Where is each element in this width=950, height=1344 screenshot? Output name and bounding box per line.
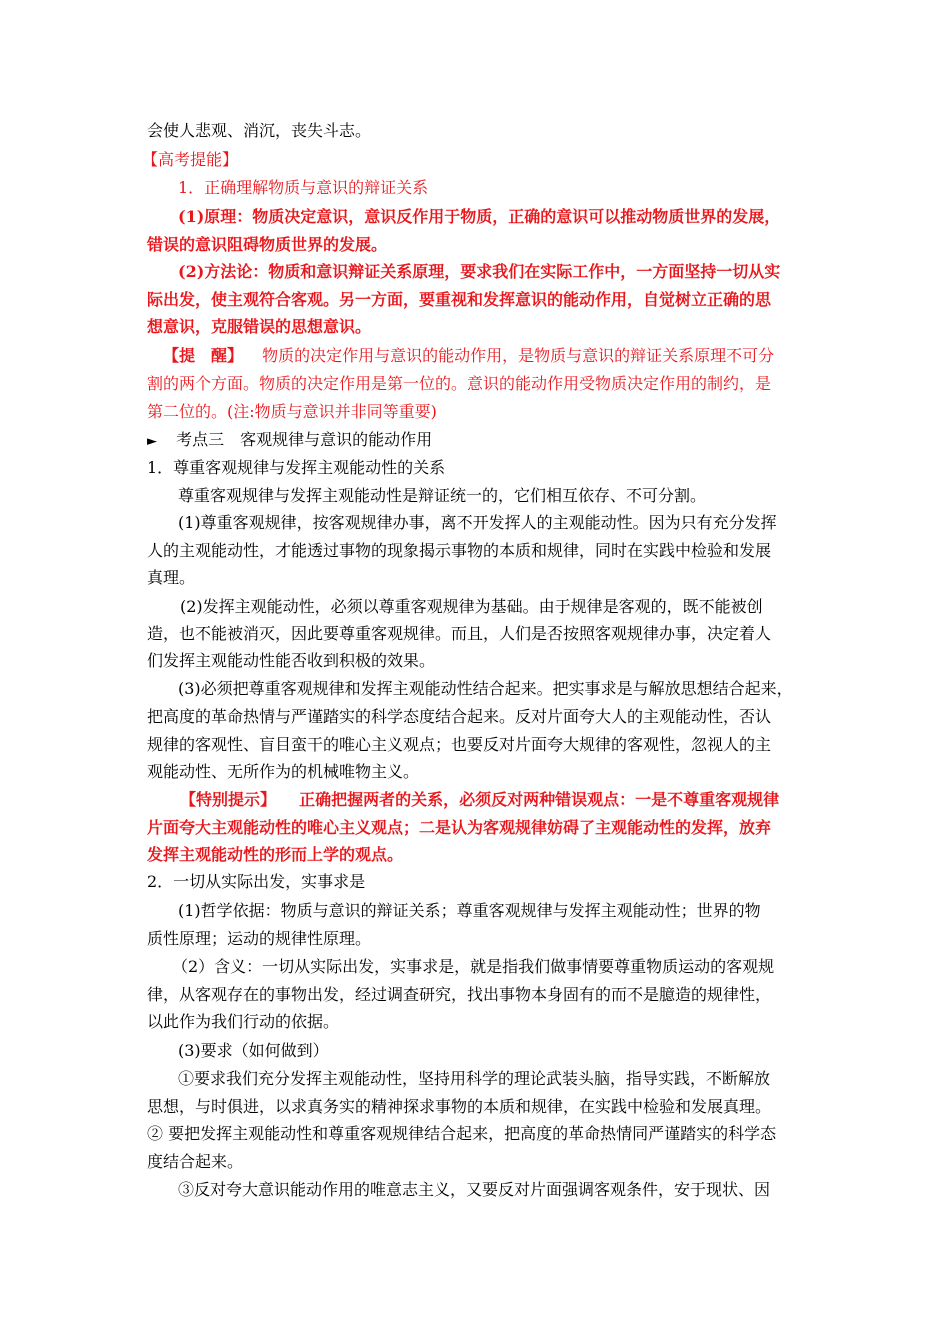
text-run: 度结合起来。 — [147, 1152, 244, 1171]
text-run: 质性原理；运动的规律性原理。 — [147, 929, 372, 948]
section-heading — [0, 150, 950, 170]
text-line — [0, 374, 950, 394]
text-run: 观能动性、无所作为的机械唯物主义。 — [147, 762, 420, 781]
text-line — [0, 541, 950, 561]
subheading — [0, 178, 950, 198]
text-run: 把高度的革命热情与严谨踏实的科学态度结合起来。反对片面夸大人的主观能动性，否认 — [147, 707, 772, 726]
arrow-icon: ► — [147, 434, 157, 449]
text-run: (1)哲学依据：物质与意识的辩证关系；尊重客观规律与发挥主观能动性；世界的物 — [178, 901, 761, 920]
text-line — [0, 1124, 950, 1144]
text-run: (2)方法论：物质和意识辩证关系原理，要求我们在实际工作中，一方面坚持一切从实 — [178, 262, 781, 281]
topic-heading — [0, 430, 950, 450]
text-run: 律，从客观存在的事物出发，经过调查研究，找出事物本身固有的而不是臆造的规律性， — [147, 985, 772, 1004]
text-run: ② 要把发挥主观能动性和尊重客观规律结合起来，把高度的革命热情同严谨踏实的科学态 — [147, 1124, 777, 1143]
text-line — [0, 262, 950, 282]
text-run: 物质的决定作用与意识的能动作用，是物质与意识的辩证关系原理不可分 — [262, 346, 775, 365]
text-run: 第二位的。(注:物质与意识并非同等重要) — [147, 402, 437, 421]
text-line — [0, 207, 950, 227]
text-run: ①要求我们充分发挥主观能动性，坚持用科学的理论武装头脑，指导实践，不断解放 — [178, 1069, 771, 1088]
text-run: 割的两个方面。物质的决定作用是第一位的。意识的能动作用受物质决定作用的制约，是 — [147, 374, 772, 393]
text-run: 以此作为我们行动的依据。 — [147, 1012, 340, 1031]
reminder-label: 【提 醒】 — [163, 346, 244, 365]
reminder-line — [0, 346, 950, 366]
text-line — [0, 929, 950, 949]
text-line — [0, 486, 950, 506]
text-line — [0, 1097, 950, 1117]
tip-line — [0, 790, 950, 810]
text-run: 造，也不能被消灭，因此要尊重客观规律。而且，人们是否按照客观规律办事，决定着人 — [147, 624, 772, 643]
text-run: 想意识，克服错误的思想意识。 — [147, 317, 372, 336]
heading-text: 【高考提能】 — [142, 150, 239, 169]
text-run: (3)必须把尊重客观规律和发挥主观能动性结合起来。把实事求是与解放思想结合起来， — [178, 679, 793, 698]
text-line — [0, 1069, 950, 1089]
text-run: （2）含义：一切从实际出发，实事求是，就是指我们做事情要尊重物质运动的客观规 — [172, 957, 775, 976]
text-line — [0, 651, 950, 671]
text-line — [0, 845, 950, 865]
text-line — [0, 679, 950, 699]
text-line — [0, 624, 950, 644]
text-run: ③反对夸大意识能动作用的唯意志主义，又要反对片面强调客观条件，安于现状、因 — [178, 1180, 771, 1199]
text-run: 思想，与时俱进，以求真务实的精神探求事物的本质和规律，在实践中检验和发展真理。 — [147, 1097, 772, 1116]
text-line — [0, 985, 950, 1005]
text-run: 人的主观能动性，才能透过事物的现象揭示事物的本质和规律，同时在实践中检验和发展 — [147, 541, 772, 560]
tip-label: 【特别提示】 — [180, 790, 277, 809]
text-line — [0, 818, 950, 838]
topic-title: 考点三 客观规律与意识的能动作用 — [176, 430, 433, 449]
text-line — [0, 707, 950, 727]
text-run: 片面夸大主观能动性的唯心主义观点；二是认为客观规律妨碍了主观能动性的发挥，放弃 — [147, 818, 772, 837]
text-line — [0, 235, 950, 255]
text-line — [0, 901, 950, 921]
text-run: 发挥主观能动性的形而上学的观点。 — [147, 845, 404, 864]
text-run: (1)尊重客观规律，按客观规律办事，离不开发挥人的主观能动性。因为只有充分发挥 — [178, 513, 777, 532]
text-line — [0, 121, 950, 141]
text-run: 正确把握两者的关系，必须反对两种错误观点：一是不尊重客观规律 — [299, 790, 780, 809]
text-line — [0, 1152, 950, 1172]
text-run: 们发挥主观能动性能否收到积极的效果。 — [147, 651, 436, 670]
subheading-text: 2．一切从实际出发，实事求是 — [147, 872, 366, 891]
text-line — [0, 1180, 950, 1200]
subheading — [0, 872, 950, 892]
text-run: 会使人悲观、消沉，丧失斗志。 — [147, 121, 372, 140]
text-line — [0, 513, 950, 533]
text-run: 尊重客观规律与发挥主观能动性是辩证统一的，它们相互依存、不可分割。 — [178, 486, 707, 505]
text-run: 真理。 — [147, 568, 196, 587]
text-line — [0, 1041, 950, 1061]
text-line — [0, 735, 950, 755]
text-run: (1)原理：物质决定意识，意识反作用于物质，正确的意识可以推动物质世界的发展， — [178, 207, 781, 226]
subheading-text: 1．尊重客观规律与发挥主观能动性的关系 — [147, 458, 446, 477]
text-run: (2)发挥主观能动性，必须以尊重客观规律为基础。由于规律是客观的，既不能被创 — [180, 597, 763, 616]
subheading-text: 1．正确理解物质与意识的辩证关系 — [178, 178, 429, 197]
text-run: 际出发，使主观符合客观。另一方面，要重视和发挥意识的能动作用，自觉树立正确的思 — [147, 290, 772, 309]
text-line — [0, 957, 950, 977]
text-line — [0, 1012, 950, 1032]
text-line — [0, 762, 950, 782]
text-run: 规律的客观性、盲目蛮干的唯心主义观点；也要反对片面夸大规律的客观性，忽视人的主 — [147, 735, 772, 754]
text-line — [0, 568, 950, 588]
text-line — [0, 290, 950, 310]
text-run: (3)要求（如何做到） — [178, 1041, 329, 1060]
text-line — [0, 597, 950, 617]
text-line — [0, 402, 950, 422]
text-line — [0, 317, 950, 337]
subheading — [0, 458, 950, 478]
text-run: 错误的意识阻碍物质世界的发展。 — [147, 235, 388, 254]
